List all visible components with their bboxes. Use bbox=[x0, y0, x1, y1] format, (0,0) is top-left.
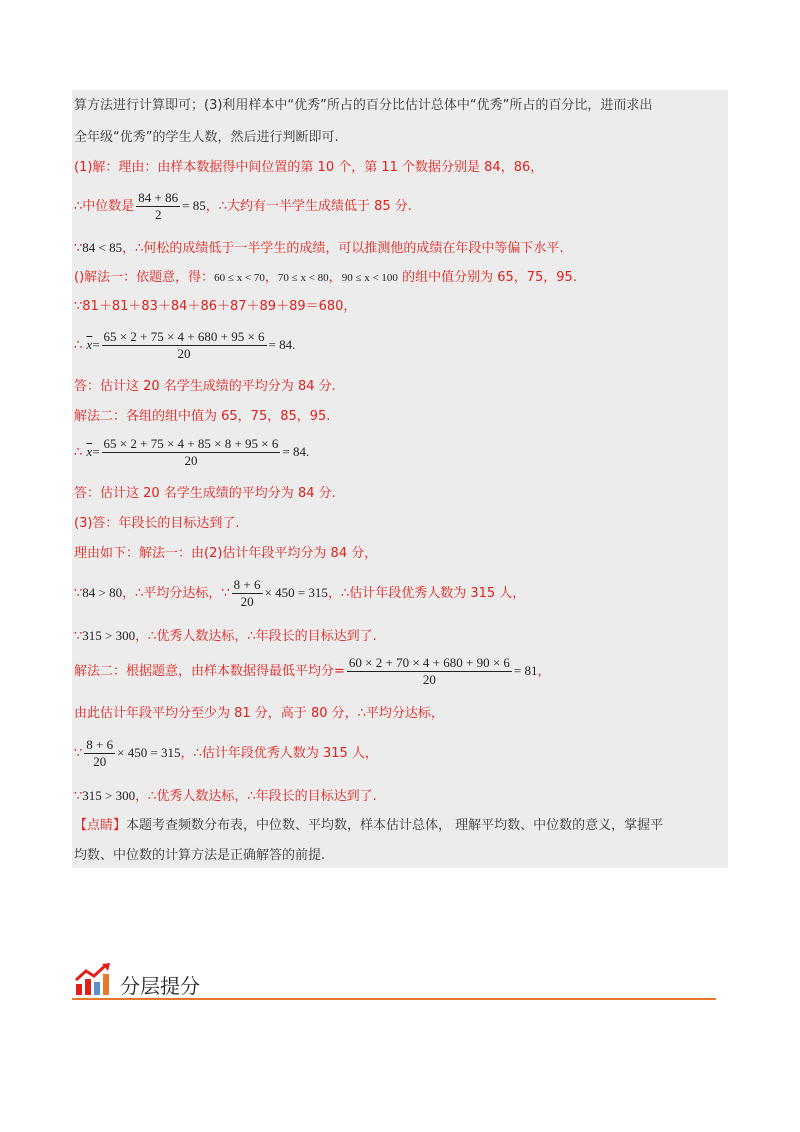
math-expression: = 84 bbox=[282, 444, 306, 459]
fraction-denominator: 20 bbox=[177, 346, 191, 361]
excellent-fraction bbox=[232, 577, 263, 610]
key-point-label: 【点睛】 bbox=[74, 818, 127, 833]
answer-line-1 bbox=[74, 377, 336, 397]
method-one-line bbox=[74, 268, 577, 288]
solution-text: ，∴平均分达标，∵ bbox=[122, 586, 230, 601]
math-expression: 84 < 85 bbox=[82, 240, 123, 255]
solution-text: 答：估计这 20 名学生成绩的平均分为 84 分. bbox=[74, 379, 336, 394]
fraction-denominator: 2 bbox=[154, 207, 162, 222]
solution-text: 由此估计年段平均分至少为 81 分，高于 80 分，∴平均分达标， bbox=[74, 706, 444, 721]
comparison-line bbox=[74, 238, 564, 259]
fraction-numerator: 60 × 2 + 70 × 4 + 680 + 90 × 6 bbox=[348, 655, 510, 670]
math-expression: × 450 = 315 bbox=[117, 745, 181, 760]
math-expression: 315 > 300 bbox=[82, 788, 136, 803]
fraction-denominator: 20 bbox=[240, 594, 254, 609]
sum-line bbox=[74, 297, 356, 317]
estimate-line bbox=[74, 704, 444, 724]
fraction-denominator: 20 bbox=[93, 754, 107, 769]
fraction-numerator: 8 + 6 bbox=[233, 577, 261, 592]
math-expression: 315 > 300 bbox=[82, 628, 136, 643]
section-title: 分层提分 bbox=[120, 974, 200, 998]
reason-method-one-line bbox=[74, 574, 525, 613]
solution-text: ∵ bbox=[74, 629, 83, 644]
fraction-denominator: 20 bbox=[184, 453, 198, 468]
math-expression: 70 ≤ x < 80 bbox=[277, 272, 329, 284]
method-two-line bbox=[74, 407, 330, 427]
key-point-line-1 bbox=[74, 816, 663, 836]
solution-text: (1)解：理由：由样本数据得中间位置的第 10 个，第 11 个数据分别是 84，86， bbox=[74, 160, 544, 175]
math-expression: . bbox=[305, 444, 310, 459]
solution-text: ， bbox=[328, 270, 342, 285]
math-expression: = 84 bbox=[268, 337, 293, 352]
solution-text: ，∴优秀人数达标，∴年段长的目标达到了. bbox=[135, 629, 377, 644]
math-expression: . bbox=[292, 337, 296, 352]
solution-part1-line bbox=[74, 158, 543, 178]
solution-text: ∵81＋81＋83＋84＋86＋87＋89＋89＝680， bbox=[74, 299, 357, 314]
excellent-count-line bbox=[74, 734, 378, 773]
mean-fraction bbox=[102, 436, 281, 469]
solution-text: 答：估计这 20 名学生成绩的平均分为 84 分. bbox=[74, 486, 336, 501]
solution-text: ，∴估计年段优秀人数为 315 人， bbox=[327, 586, 526, 601]
solution-text: ，∴优秀人数达标，∴年段长的目标达到了. bbox=[135, 789, 377, 804]
bar-chart-growth-icon bbox=[74, 962, 112, 996]
solution-text: 理由如下：解法一：由(2)估计年段平均分为 84 分， bbox=[74, 546, 378, 561]
solution-text: ， bbox=[537, 664, 551, 679]
section-divider bbox=[72, 998, 716, 1000]
median-fraction bbox=[136, 190, 180, 223]
math-expression: 60 ≤ x < 70 bbox=[214, 272, 265, 284]
math-expression: 90 ≤ x < 100 bbox=[341, 272, 398, 284]
conclusion-line-2 bbox=[74, 786, 377, 807]
solution-text: ， bbox=[264, 270, 278, 285]
analysis-line-1 bbox=[74, 96, 652, 116]
part3-answer-line bbox=[74, 514, 240, 534]
solution-text: 解法二：各组的组中值为 65，75，85，95. bbox=[74, 409, 331, 424]
conclusion-line-1 bbox=[74, 626, 377, 647]
mean-symbol: $\overline{x}$ bbox=[86, 337, 93, 352]
reason-method-two-line bbox=[74, 652, 551, 691]
solution-text: ，∴何松的成绩低于一半学生的成绩，可以推测他的成绩在年段中等偏下水平. bbox=[122, 241, 564, 256]
analysis-text: (3)利用样本中“优秀”所占的百分比估计总体中“优秀”所占的百分比，进而求出 bbox=[204, 98, 653, 113]
key-point-line-2 bbox=[74, 846, 325, 866]
analysis-text: 算方法进行计算即可； bbox=[74, 98, 205, 113]
solution-text: ∴中位数是 bbox=[74, 199, 135, 214]
answer-line-2 bbox=[74, 484, 336, 504]
math-expression: = bbox=[92, 337, 100, 352]
min-mean-fraction bbox=[347, 655, 512, 688]
solution-text: ∴ bbox=[74, 338, 83, 353]
solution-text: ，∴大约有一半学生成绩低于 85 分. bbox=[205, 199, 412, 214]
math-expression: = 81 bbox=[513, 663, 538, 678]
mean-formula-line-1 bbox=[74, 326, 295, 365]
key-point-text: 均数、中位数的计算方法是正确解答的前提. bbox=[74, 848, 326, 863]
fraction-numerator: 84 + 86 bbox=[138, 190, 179, 205]
solution-text: ∵ bbox=[74, 746, 83, 761]
solution-text: 的组中值分别为 65，75，95. bbox=[397, 270, 577, 285]
solution-text: ()解法一：依题意，得： bbox=[74, 270, 215, 285]
fraction-denominator: 20 bbox=[422, 672, 436, 687]
reason-line bbox=[74, 544, 377, 564]
fraction-numerator: 8 + 6 bbox=[86, 737, 114, 752]
fraction-numerator: 65 × 2 + 75 × 4 + 85 × 8 + 95 × 6 bbox=[103, 436, 279, 451]
fraction-numerator: 65 × 2 + 75 × 4 + 680 + 95 × 6 bbox=[103, 329, 265, 344]
solution-text: (3)答：年段长的目标达到了. bbox=[74, 516, 240, 531]
analysis-line-2 bbox=[74, 128, 339, 148]
key-point-text: 本题考查频数分布表，中位数、平均数，样本估计总体， 理解平均数、中位数的意义，掌握平 bbox=[126, 818, 664, 833]
solution-text: ∵ bbox=[74, 789, 83, 804]
median-line bbox=[74, 188, 412, 225]
analysis-text: 全年级“优秀”的学生人数，然后进行判断即可. bbox=[74, 130, 339, 145]
solution-text: ∴ bbox=[74, 445, 83, 460]
math-expression: = 85 bbox=[182, 198, 206, 213]
excellent-fraction bbox=[84, 737, 115, 770]
math-expression: × 450 = 315 bbox=[264, 585, 328, 600]
math-expression: = bbox=[92, 444, 100, 459]
mean-fraction bbox=[102, 329, 267, 362]
solution-text: ∵ bbox=[74, 241, 83, 256]
mean-symbol: $\overline{x}$ bbox=[86, 444, 93, 459]
mean-formula-line-2 bbox=[74, 433, 309, 472]
math-expression: 84 > 80 bbox=[82, 585, 123, 600]
solution-text: ∵ bbox=[74, 586, 83, 601]
solution-text: 解法二：根据题意，由样本数据得最低平均分= bbox=[74, 664, 345, 679]
solution-text: ，∴估计年段优秀人数为 315 人， bbox=[180, 746, 378, 761]
